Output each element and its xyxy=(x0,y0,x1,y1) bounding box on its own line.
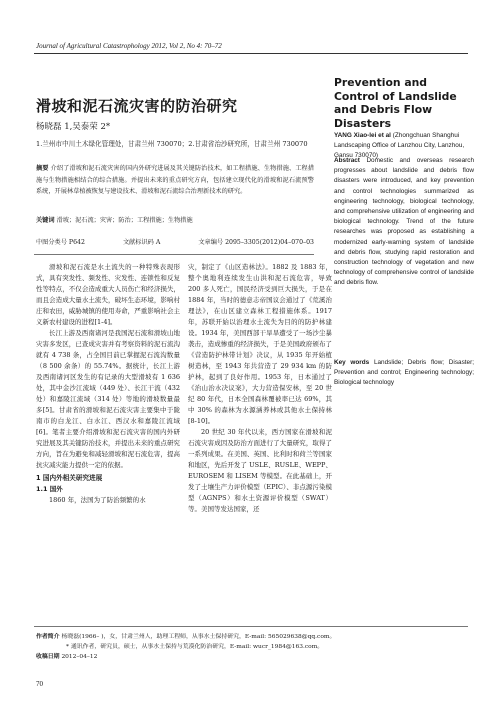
received-label: 收稿日期 xyxy=(36,654,60,660)
english-title: Prevention and Control of Landslide and Debris Flow Disasters xyxy=(334,76,457,130)
english-keywords-label: Key words xyxy=(334,359,370,366)
clc-number: 中图分类号 P642 xyxy=(36,239,85,246)
author-footnote xyxy=(36,632,470,642)
english-abstract xyxy=(334,156,474,289)
chinese-title: 滑坡和泥石流灾害的防治研究 xyxy=(36,97,238,115)
abstract-label: 摘要 xyxy=(36,165,49,172)
body-paragraph: 1860 年，法国为了防治频繁的水 xyxy=(49,496,146,504)
chinese-keywords xyxy=(36,215,314,224)
meta-rule xyxy=(34,254,314,255)
chinese-affiliation: 1.兰州市中川土木绿化管理处，甘肃兰州 730070；2.甘肃省治沙研究所，甘肃兰州 730070 xyxy=(36,140,308,148)
english-author-names: YANG Xiao-lei et al xyxy=(334,132,391,139)
chinese-authors: 杨晓磊 1,吴泰荣 2* xyxy=(36,122,111,132)
english-affiliation: (Zhongchuan Shanghui Landscaping Office of Lanzhou City, Lanzhou, Gansu 730070) xyxy=(334,132,465,159)
received-value: 2012–04–12 xyxy=(61,654,98,660)
body-column-1 xyxy=(36,262,180,506)
footnotes xyxy=(36,632,470,662)
chinese-abstract xyxy=(36,163,314,198)
received-date xyxy=(36,652,470,662)
body-paragraph: 20 世纪 30 年代以来，西方国家在滑坡和泥石流灾害成因及防治方面进行了大量研究，取得了一系列成果。在美国、英国、比利时和荷兰等国家和地区，先后开发了 USLE、RUSLE、WEPP、EUROSEM 和 LISEM 等模型。在此基础上，开发了土壤生产力评价模型（EPIC）、非点源污染模型（AGNPS）和水土资源评价模型（SWAT）等。美国等发达国家，还 xyxy=(188,428,332,513)
english-keywords-text: Landslide; Debris flow; Disaster; Prevention and control; Engineering technology; Biological technology xyxy=(334,359,474,387)
keywords-text: 滑坡；泥石流；灾害；防治；工程措施；生物措施 xyxy=(56,217,193,224)
keywords-label: 关键词 xyxy=(36,217,55,224)
footnote-rule xyxy=(34,626,468,627)
classification-row xyxy=(36,237,314,246)
corresponding-footnote: * 通讯作者，研究员，硕士，从事水土保持与荒漠化防治研究，E-mail: wucr_1984@163.com。 xyxy=(66,644,324,650)
document-code: 文献标识码 A xyxy=(122,239,161,246)
body-paragraph: 滑坡和泥石流是水土流失的一种特殊表现形式，具有突发性、频发性、灾发性、连锁性和反复性等特点，不仅会造成重大人员伤亡和经济损失，而且会造成大量水土流失，破坏生态环境，影响村庄和农田，威胁城镇的使用寿命，严重影响社会主义新农村建设的进程[1-4]。 xyxy=(36,263,180,326)
english-keywords xyxy=(334,358,474,389)
article-number: 文章编号 2095–3305(2012)04–070–03 xyxy=(198,239,314,246)
body-column-2 xyxy=(188,262,332,515)
header-rule xyxy=(34,53,468,54)
journal-header: Journal of Agricultural Catastrophology 2012, Vol 2, No 4: 70–72 xyxy=(36,42,222,50)
author-footnote-text: 杨晓磊(1966– )，女，甘肃兰州人，助理工程师，从事水土保持研究，E-mail: 565029638@qq.com。 xyxy=(61,634,336,640)
page-number: 70 xyxy=(36,680,43,688)
english-abstract-text: Domestic and overseas research progresses about landslide and debris flow disasters were introduced, and key prevention and control technologies summarized as engineering technology, biological technology, and comprehensive utilization of engineering and biological technology. Trend of the future researches was proposed as establishing a modernized early-warning system of landslide and debris flow, studying rapid restoration and construction technology of vegetation and new technology of comprehensive control of landslide and debris flow. xyxy=(334,157,474,287)
section-heading: 1 国内外相关研究进展 xyxy=(36,474,103,482)
author-footnote-label: 作者简介 xyxy=(36,634,60,640)
body-paragraph: 长江上游及西南诸河是我国泥石流和滑坡山地灾害多发区，已查成灾害并有考察资料的泥石流沟就有 4 738 条，占全国目前已掌握泥石流沟数量（8 500 余条）的 55.74%。据统计，长江上游及西南诸河区发生的有记录的大型滑坡有 1 636 处，其中金沙江流域（449 处）、长江干流（432 处）和嘉陵江流域（314 处）等地的滑坡数量最多[5]。甘肃省的滑坡和泥石流灾害主要集中于陇南市的白龙江、白水江、西汉水和嘉陵江流域[6]。笔者主要介绍滑坡和泥石流灾害的国内外研究进展及其关键防治技术，并提出未来的重点研究方向，旨在为避免和减轻滑坡和泥石流危害，提高抗灾减灾能力提供一定的依据。 xyxy=(36,329,180,469)
body-paragraph: 灾，制定了《山区造林法》。1882 及 1883 年，整个奥地利连续发生山洪和泥石流危害，导致 200 多人死亡，国民经济受到巨大损失，于是在 1884 年，当时的德意志帝国议会通过了《荒溪治理法》，在山区建立森林工程措施体系。1917 年，苏联开始以治理水土流失为目的的防护林建设。1934 年，美国西部干旱旱遭受了一场沙尘暴袭击，造成惨重的经济损失，于是美国政府颁布了《营造防护林带计划》决议，从 1935 年开始植树造林，至 1943 年共营造了 29 934 km 的防护林，起到了良好作用。1953 年，日本通过了《治山治水决议案》，大力营造保安林，至 20 世纪 80 年代，日本全国森林覆被率已达 69%，其中 30% 的森林为水源涵养林或其他水土保持林[8-10]。 xyxy=(188,263,332,425)
subsection-heading: 1.1 国外 xyxy=(36,485,63,493)
english-abstract-label: Abstract xyxy=(334,157,360,164)
abstract-text: 介绍了滑坡和泥石流灾害的国内外研究进展及其关键防治技术，如工程措施、生物措施、工程措施与生物措施相结合的综合措施。并提出未来的重点研究方向，包括建立现代化的滑坡和泥石流预警系统，开展林草植被恢复与建设技术、滑坡和泥石流综合治理新技术的研究。 xyxy=(36,165,315,195)
